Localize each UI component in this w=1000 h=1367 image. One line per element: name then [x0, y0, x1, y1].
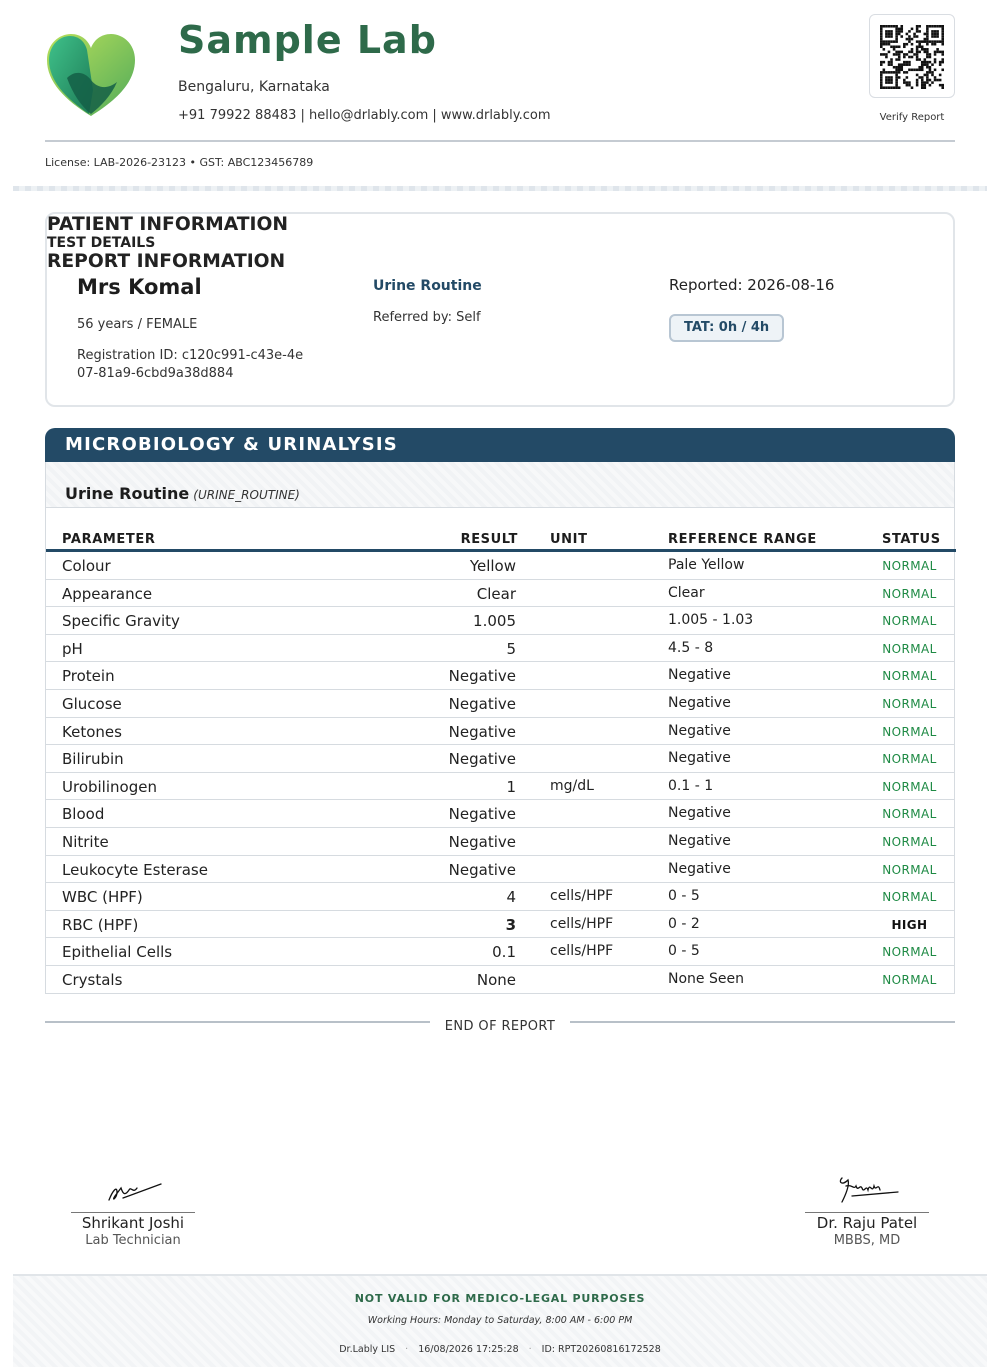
reference-cell: Negative: [668, 860, 731, 877]
header-unit: UNIT: [550, 532, 588, 547]
test-name: Urine Routine: [373, 278, 482, 294]
result-cell: 5: [506, 639, 516, 658]
signature-technician: [71, 1172, 195, 1248]
header-result: RESULT: [460, 532, 518, 547]
test-title: [65, 484, 300, 503]
end-of-report: END OF REPORT: [444, 1019, 556, 1034]
tat-badge: TAT: 0h / 4h: [669, 314, 784, 342]
parameter-cell: RBC (HPF): [62, 915, 139, 934]
header-status: STATUS: [882, 532, 941, 547]
result-cell: Negative: [448, 805, 516, 824]
table-row: [46, 635, 954, 663]
qr-code-icon: [880, 25, 944, 89]
table-row: [46, 966, 954, 994]
status-cell: NORMAL: [882, 779, 937, 794]
header-reference: REFERENCE RANGE: [668, 532, 817, 547]
lab-name: Sample Lab: [178, 18, 437, 62]
unit-cell: mg/dL: [550, 777, 594, 794]
signature-line: [71, 1212, 195, 1213]
report-footer: [13, 1274, 987, 1367]
table-row: [46, 800, 954, 828]
end-divider-right: [570, 1021, 955, 1023]
technician-name: Shrikant Joshi: [81, 1214, 185, 1232]
status-cell: NORMAL: [882, 890, 937, 905]
result-cell: 0.1: [492, 943, 516, 962]
unit-cell: cells/HPF: [550, 888, 614, 905]
result-cell: Negative: [448, 750, 516, 769]
test-code: (URINE_ROUTINE): [193, 488, 300, 502]
section-title: MICROBIOLOGY & URINALYSIS: [65, 434, 398, 455]
table-row: [46, 883, 954, 911]
verify-report-label: Verify Report: [879, 112, 945, 123]
reference-cell: Negative: [668, 750, 731, 767]
table-header: [46, 508, 956, 552]
patient-name: Mrs Komal: [77, 275, 202, 299]
verify-qr-code[interactable]: [869, 14, 955, 98]
reference-cell: Negative: [668, 832, 731, 849]
status-cell: NORMAL: [882, 559, 937, 573]
reference-cell: 4.5 - 8: [668, 639, 714, 656]
status-cell: NORMAL: [882, 641, 937, 656]
working-hours: Working Hours: Monday to Saturday, 8:00 AM - 6:00 PM: [367, 1315, 633, 1326]
status-cell: NORMAL: [882, 614, 937, 629]
doctor-role: MBBS, MD: [833, 1233, 901, 1248]
table-body: [46, 552, 954, 994]
header-divider: [45, 140, 955, 142]
status-cell: NORMAL: [882, 972, 937, 987]
parameter-cell: Specific Gravity: [62, 612, 180, 631]
footer-meta: Dr.Lably LIS · 16/08/2026 17:25:28 · ID: RPT20260816172528: [339, 1344, 661, 1355]
result-cell: 3: [505, 915, 516, 934]
test-title-text: Urine Routine: [65, 484, 190, 503]
reference-cell: 1.005 - 1.03: [668, 612, 754, 629]
reference-cell: Negative: [668, 805, 731, 822]
table-row: [46, 773, 954, 801]
result-cell: 1: [506, 777, 516, 796]
signature-doctor: [805, 1172, 929, 1248]
status-cell: NORMAL: [882, 834, 937, 849]
table-row: [46, 662, 954, 690]
results-table: [45, 508, 955, 994]
reference-cell: Negative: [668, 694, 731, 711]
parameter-cell: Leukocyte Esterase: [62, 860, 208, 879]
reference-cell: None Seen: [668, 970, 744, 987]
table-row: [46, 580, 954, 608]
table-row: [46, 856, 954, 884]
signature-line: [805, 1212, 929, 1213]
reference-cell: 0 - 2: [668, 915, 700, 932]
result-cell: Negative: [448, 694, 516, 713]
parameter-cell: Ketones: [62, 722, 122, 741]
status-cell: NORMAL: [882, 669, 937, 684]
parameter-cell: Blood: [62, 805, 105, 824]
table-row: [46, 607, 954, 635]
unit-cell: cells/HPF: [550, 943, 614, 960]
legal-warning: NOT VALID FOR MEDICO-LEGAL PURPOSES: [354, 1292, 646, 1305]
parameter-cell: WBC (HPF): [62, 888, 143, 907]
result-cell: Negative: [448, 832, 516, 851]
system-name: Dr.Lably LIS: [339, 1344, 396, 1355]
table-row: [46, 911, 954, 939]
result-cell: Negative: [448, 722, 516, 741]
signature-doctor-image: [832, 1172, 902, 1208]
result-cell: Clear: [476, 584, 516, 603]
patient-info-card: [45, 212, 955, 407]
status-cell: NORMAL: [882, 862, 937, 877]
reference-cell: 0 - 5: [668, 943, 700, 960]
parameter-cell: pH: [62, 639, 83, 658]
reference-cell: Negative: [668, 722, 731, 739]
parameter-cell: Crystals: [62, 970, 123, 989]
parameter-cell: Colour: [62, 557, 111, 575]
parameter-cell: Bilirubin: [62, 750, 124, 769]
technician-role: Lab Technician: [85, 1233, 181, 1248]
test-details-heading: TEST DETAILS: [47, 235, 156, 251]
patient-age-gender: 56 years / FEMALE: [77, 317, 198, 332]
reference-cell: Clear: [668, 584, 705, 601]
license-info: License: LAB-2026-23123 • GST: ABC123456789: [45, 156, 314, 169]
parameter-cell: Glucose: [62, 694, 122, 713]
patient-info-heading: PATIENT INFORMATION: [47, 214, 289, 235]
parameter-cell: Protein: [62, 667, 115, 686]
result-cell: 1.005: [473, 612, 516, 631]
status-cell: HIGH: [891, 917, 928, 932]
report-header: [45, 14, 955, 142]
report-info-heading: REPORT INFORMATION: [47, 251, 286, 272]
lab-contact: +91 79922 88483 | hello@drlably.com | www.drlably.com: [178, 108, 551, 123]
parameter-cell: Appearance: [62, 584, 153, 603]
table-row: [46, 745, 954, 773]
status-cell: NORMAL: [882, 724, 937, 739]
referred-by: Referred by: Self: [373, 310, 481, 325]
table-row: [46, 552, 954, 580]
parameter-cell: Epithelial Cells: [62, 943, 173, 962]
section-header: [45, 428, 955, 462]
reported-date: Reported: 2026-08-16: [669, 276, 835, 294]
table-row: [46, 938, 954, 966]
result-cell: Yellow: [469, 557, 516, 575]
parameter-cell: Urobilinogen: [62, 777, 157, 796]
status-cell: NORMAL: [882, 945, 937, 960]
table-row: [46, 828, 954, 856]
result-cell: Negative: [448, 860, 516, 879]
reference-cell: 0.1 - 1: [668, 777, 714, 794]
print-timestamp: 16/08/2026 17:25:28: [418, 1344, 519, 1355]
doctor-name: Dr. Raju Patel: [816, 1214, 918, 1232]
status-cell: NORMAL: [882, 807, 937, 822]
status-cell: NORMAL: [882, 696, 937, 711]
registration-id: Registration ID: c120c991-c43e-4e07-81a9-6cbd9a38d884: [77, 348, 304, 381]
result-cell: 4: [506, 888, 516, 907]
end-divider-left: [45, 1021, 430, 1023]
lab-address: Bengaluru, Karnataka: [178, 79, 330, 95]
header-band: [13, 186, 987, 191]
reference-cell: 0 - 5: [668, 888, 700, 905]
unit-cell: cells/HPF: [550, 915, 614, 932]
report-id: ID: RPT20260816172528: [541, 1344, 661, 1355]
table-row: [46, 718, 954, 746]
reference-cell: Pale Yellow: [668, 557, 745, 573]
result-cell: None: [476, 970, 516, 989]
header-parameter: PARAMETER: [62, 532, 156, 547]
status-cell: NORMAL: [882, 586, 937, 601]
reference-cell: Negative: [668, 667, 731, 684]
table-row: [46, 690, 954, 718]
result-cell: Negative: [448, 667, 516, 686]
test-title-row: [45, 462, 955, 508]
parameter-cell: Nitrite: [62, 832, 109, 851]
status-cell: NORMAL: [882, 752, 937, 767]
lab-logo: [45, 30, 137, 122]
signature-technician-image: [103, 1172, 163, 1208]
